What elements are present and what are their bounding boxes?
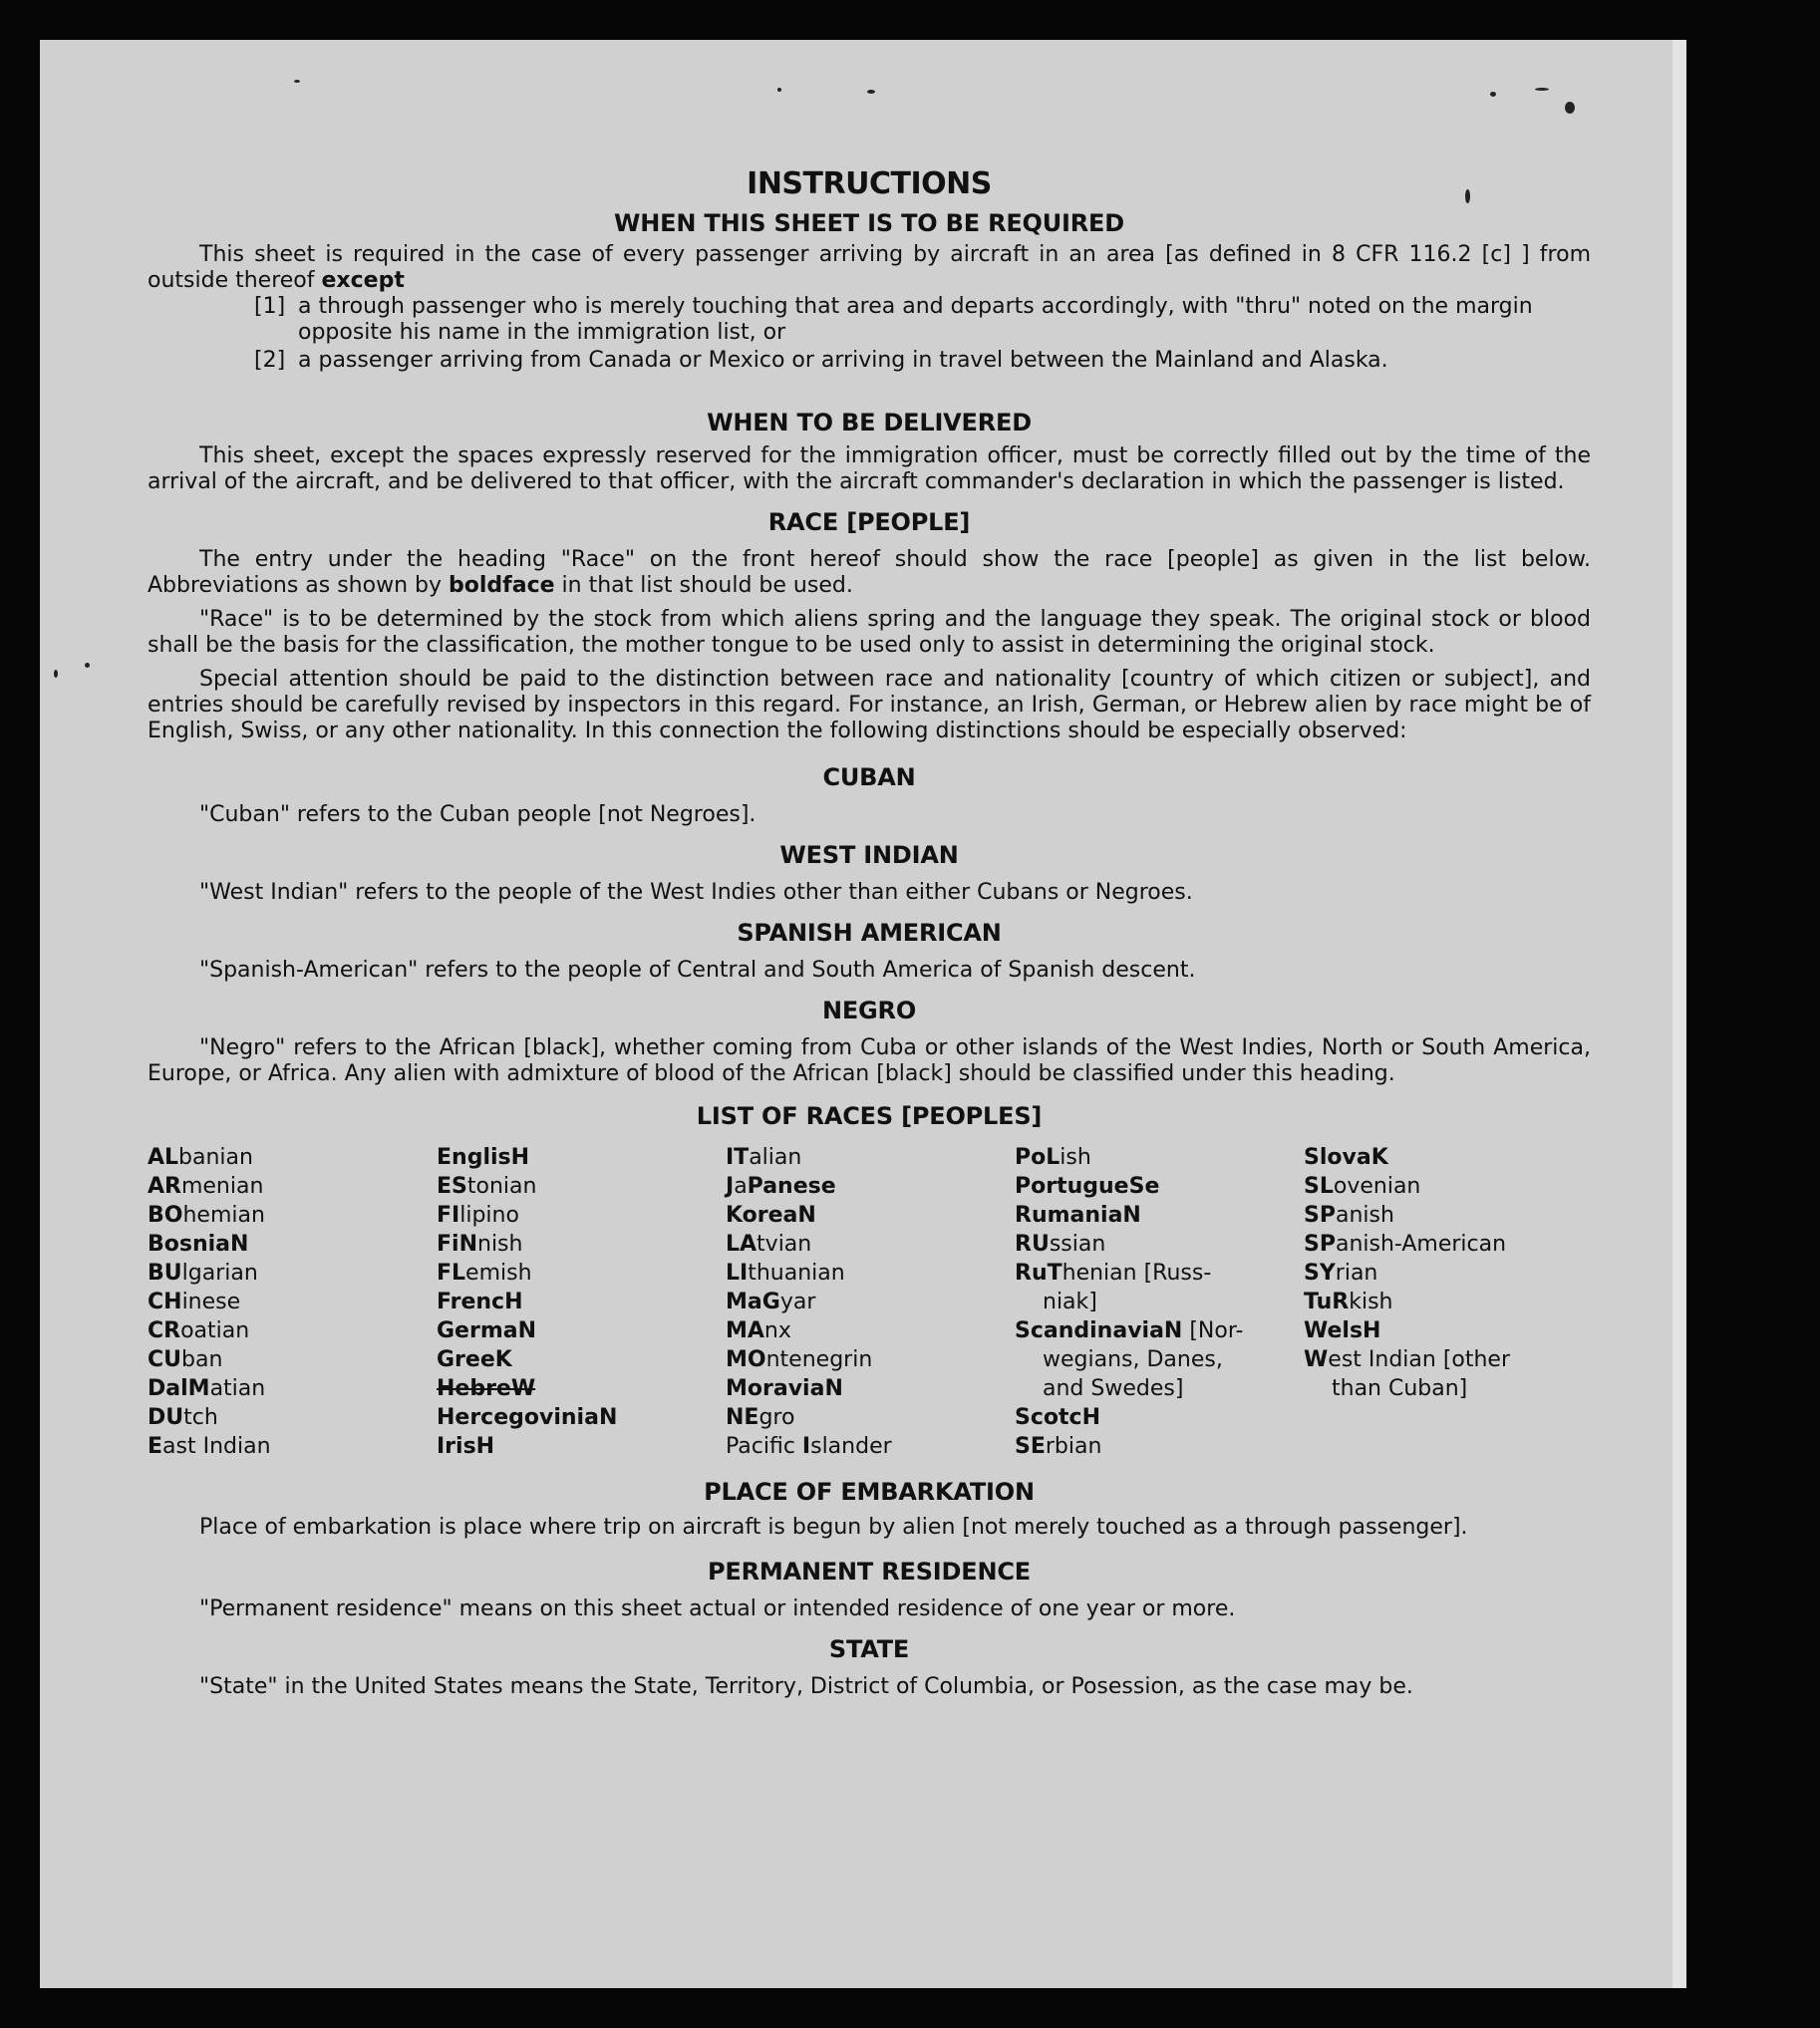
race-entry-part: Korea (726, 1203, 798, 1228)
race-p1-text: The entry under the heading "Race" on the front hereof should show the race [people] as given in the list below. Abbreviations as shown by (148, 547, 1591, 598)
race-entry-part: Hercegovinia (437, 1405, 599, 1430)
race-entry (1015, 1374, 1304, 1403)
race-entry-part: menian (180, 1174, 264, 1199)
scan-speck (294, 80, 300, 83)
race-entry (148, 1316, 437, 1345)
scan-speck (1490, 92, 1496, 97)
race-entry-part: T (1047, 1261, 1062, 1286)
race-entry (1304, 1172, 1591, 1201)
race-entry-part: L (1046, 1145, 1061, 1170)
race-entry-part: FL (437, 1261, 466, 1286)
race-entry (1015, 1403, 1304, 1432)
when-required-heading: WHEN THIS SHEET IS TO BE REQUIRED (614, 209, 1124, 237)
race-entry (1015, 1143, 1304, 1172)
race-entry (148, 1432, 437, 1461)
race-entry-part: N (824, 1376, 843, 1401)
race-entry-part: lipino (459, 1203, 519, 1228)
race-entry (148, 1288, 437, 1316)
race-entry-part: ntenegrin (765, 1347, 873, 1372)
race-entry-part: Fi (437, 1232, 459, 1257)
race-entry-part: RU (1015, 1232, 1050, 1257)
race-entry-part: MA (726, 1318, 764, 1343)
race-entry-part: wegians, Danes, (1043, 1347, 1223, 1372)
races-column (1304, 1143, 1591, 1461)
races-list (148, 1143, 1591, 1461)
race-entry-part: SY (1304, 1261, 1336, 1286)
race-paragraph-2: "Race" is to be determined by the stock from which aliens spring and the language they speak. The original stock or blood shall be the basis for the classification, the mother tongue to be used only to assist in determining the original stock. (148, 607, 1591, 658)
race-entry (1304, 1143, 1591, 1172)
negro-text: "Negro" refers to the African [black], whether coming from Cuba or other islands of the West Indies, North or South America, Europe, or Africa. Any alien with admixture of blood of the African [black] should be classified under this heading. (148, 1035, 1591, 1086)
race-entry-part: Ma (726, 1290, 762, 1314)
race-entry-part: H (1081, 1405, 1100, 1430)
race-entry (1015, 1288, 1304, 1316)
race-entry (437, 1316, 726, 1345)
race-entry (1015, 1316, 1304, 1345)
race-entry-part: a (734, 1174, 748, 1199)
exception-item (254, 294, 1591, 346)
race-entry-part: henian [Russ- (1062, 1261, 1212, 1286)
race-entry-part: N (797, 1203, 816, 1228)
residence-heading: PERMANENT RESIDENCE (708, 1558, 1031, 1586)
embarkation-heading: PLACE OF EMBARKATION (704, 1478, 1035, 1506)
race-entry (148, 1259, 437, 1288)
race-entry-part: Englis (437, 1145, 511, 1170)
race-entry-part: banian (178, 1145, 253, 1170)
race-entry-part: Tu (1304, 1290, 1333, 1314)
race-entry-part: yar (779, 1290, 816, 1314)
spanish-american-text: "Spanish-American" refers to the people of Central and South America of Spanish descent. (199, 958, 1196, 983)
race-entry (1304, 1230, 1591, 1259)
race-entry-part: [Nor- (1182, 1318, 1244, 1343)
exception-text: a passenger arriving from Canada or Mexico or arriving in travel between the Mainland and Alaska. (298, 348, 1388, 373)
exception-list (148, 294, 1591, 374)
race-entry (726, 1403, 1015, 1432)
race-entry-part: Portugue (1015, 1174, 1129, 1199)
race-entry (1015, 1432, 1304, 1461)
race-entry-part: N (458, 1232, 477, 1257)
race-entry-part: rbian (1045, 1434, 1102, 1459)
race-entry-part: W (1304, 1347, 1329, 1372)
state-text: "State" in the United States means the State, Territory, District of Columbia, or Posession, as the case may be. (199, 1674, 1413, 1699)
race-entry-part: CU (148, 1347, 182, 1372)
negro-heading: NEGRO (821, 997, 917, 1024)
race-entry-part: Slova (1304, 1145, 1371, 1170)
scan-speck (54, 670, 58, 678)
race-entry (437, 1259, 726, 1288)
race-entry-part: Pacific (726, 1434, 802, 1459)
race-entry (437, 1288, 726, 1316)
race-entry-part: than Cuban] (1332, 1376, 1468, 1401)
residence-text: "Permanent residence" means on this sheet actual or intended residence of one year or more. (199, 1596, 1236, 1621)
race-entry (1015, 1230, 1304, 1259)
race-entry-part: nx (763, 1318, 791, 1343)
race-entry-part: IT (726, 1145, 750, 1170)
race-entry-part: rian (1335, 1261, 1378, 1286)
race-entry-part: E (148, 1434, 163, 1459)
race-entry-part: HebreW (437, 1376, 536, 1401)
race-entry (726, 1432, 1015, 1461)
scan-speck (85, 663, 90, 668)
scan-speck (1565, 102, 1575, 114)
race-entry (726, 1345, 1015, 1374)
race-entry (148, 1201, 437, 1230)
scan-speck (777, 88, 781, 92)
race-entry-part: Moravia (726, 1376, 825, 1401)
race-entry-part: ovenian (1333, 1174, 1421, 1199)
race-entry-part: FI (437, 1203, 460, 1228)
race-entry-part: NE (726, 1405, 759, 1430)
race-entry-part: K (1370, 1145, 1388, 1170)
race-entry-part: kish (1349, 1290, 1393, 1314)
race-entry-part: Dal (148, 1376, 188, 1401)
race-heading: RACE [PEOPLE] (767, 508, 971, 536)
races-column (148, 1143, 437, 1461)
instructions-content (148, 166, 1591, 1700)
race-entry-part: alian (749, 1145, 802, 1170)
race-entry-part: Scotc (1015, 1405, 1082, 1430)
race-entry-part: SP (1304, 1203, 1336, 1228)
race-entry-part: SE (1015, 1434, 1046, 1459)
race-entry-part: I (801, 1434, 811, 1459)
race-entry (437, 1403, 726, 1432)
race-entry-part: H (504, 1290, 523, 1314)
race-entry (1015, 1259, 1304, 1288)
race-entry (437, 1201, 726, 1230)
race-entry-part: Wels (1304, 1318, 1364, 1343)
race-entry-part: LI (726, 1261, 749, 1286)
scan-speck (1535, 88, 1549, 91)
race-entry-part: est Indian [other (1328, 1347, 1511, 1372)
race-entry-part: N (1163, 1318, 1183, 1343)
race-entry-part: K (494, 1347, 512, 1372)
race-p1-suffix: in that list should be used. (554, 573, 853, 598)
race-entry-part: slander (810, 1434, 892, 1459)
race-paragraph-1 (148, 547, 1591, 599)
race-entry (726, 1288, 1015, 1316)
race-entry-part: Gree (437, 1347, 495, 1372)
race-entry-part: nish (477, 1232, 523, 1257)
race-entry (148, 1172, 437, 1201)
race-entry-part: CH (148, 1290, 182, 1314)
race-entry-part: MO (726, 1347, 766, 1372)
document-page (40, 40, 1686, 1988)
race-entry-part: AL (148, 1145, 179, 1170)
race-entry-part: hemian (182, 1203, 265, 1228)
race-entry (1015, 1172, 1304, 1201)
race-entry (1304, 1259, 1591, 1288)
race-entry-part: emish (465, 1261, 532, 1286)
race-entry (437, 1230, 726, 1259)
race-entry-part: H (475, 1434, 495, 1459)
race-entry-part: SL (1304, 1174, 1334, 1199)
state-heading: STATE (828, 1635, 910, 1663)
race-entry-part: R (1332, 1290, 1350, 1314)
race-entry (1304, 1201, 1591, 1230)
race-entry (148, 1143, 437, 1172)
race-entry-part: LA (726, 1232, 758, 1257)
race-entry-part: Frenc (437, 1290, 505, 1314)
race-entry (726, 1374, 1015, 1403)
race-entry-part: DU (148, 1405, 184, 1430)
intro-emphasis: except (321, 268, 405, 293)
race-entry-part: N (598, 1405, 618, 1430)
race-entry-part: Panese (747, 1174, 836, 1199)
race-entry (148, 1374, 437, 1403)
race-entry-part: ish (1060, 1145, 1091, 1170)
race-entry-part: and Swedes] (1043, 1376, 1184, 1401)
race-entry (148, 1230, 437, 1259)
race-entry-part: ban (181, 1347, 223, 1372)
race-entry-part: Bosnia (148, 1232, 231, 1257)
spanish-american-heading: SPANISH AMERICAN (737, 919, 1002, 947)
embarkation-text: Place of embarkation is place where trip on aircraft is begun by alien [not merely touched as a through passenger]. (199, 1515, 1468, 1540)
race-entry (437, 1143, 726, 1172)
race-entry (1304, 1316, 1591, 1345)
race-entry (437, 1172, 726, 1201)
race-entry (726, 1230, 1015, 1259)
exception-number: [2] (254, 348, 286, 373)
race-entry-part: BO (148, 1203, 183, 1228)
race-entry-part: N (230, 1232, 249, 1257)
exception-item (254, 348, 1591, 374)
race-entry-part: H (1363, 1318, 1381, 1343)
race-entry (1015, 1201, 1304, 1230)
race-entry-part: M (187, 1376, 210, 1401)
race-entry-part: N (517, 1318, 537, 1343)
race-entry-part: BU (148, 1261, 182, 1286)
race-entry-part: H (510, 1145, 530, 1170)
race-entry (437, 1345, 726, 1374)
race-entry (437, 1432, 726, 1461)
page-title: INSTRUCTIONS (747, 166, 992, 201)
race-entry (726, 1316, 1015, 1345)
race-entry-part: inese (181, 1290, 241, 1314)
race-entry-part: lgarian (181, 1261, 258, 1286)
race-entry-part: niak] (1043, 1290, 1097, 1314)
race-entry (148, 1345, 437, 1374)
race-entry-part: oatian (180, 1318, 250, 1343)
race-entry-part: thuanian (748, 1261, 845, 1286)
race-entry (726, 1172, 1015, 1201)
race-entry-part: tonian (466, 1174, 537, 1199)
races-column (1015, 1143, 1304, 1461)
race-entry (437, 1374, 726, 1403)
when-delivered-heading: WHEN TO BE DELIVERED (707, 409, 1032, 436)
race-entry (726, 1201, 1015, 1230)
race-entry-part: gro (758, 1405, 795, 1430)
west-indian-heading: WEST INDIAN (779, 841, 959, 869)
race-entry-part: Germa (437, 1318, 518, 1343)
race-entry-part: ES (437, 1174, 467, 1199)
races-column (437, 1143, 726, 1461)
race-entry-part: anish (1335, 1203, 1394, 1228)
race-entry (1015, 1345, 1304, 1374)
when-required-intro (148, 242, 1591, 294)
race-entry-part: ast Indian (162, 1434, 271, 1459)
race-entry-part: anish-American (1335, 1232, 1507, 1257)
races-column (726, 1143, 1015, 1461)
boldface-word: boldface (449, 573, 555, 598)
race-entry (726, 1143, 1015, 1172)
race-entry (1304, 1374, 1591, 1403)
race-entry (1304, 1345, 1591, 1374)
race-entry-part: atian (209, 1376, 266, 1401)
race-entry-part: CR (148, 1318, 181, 1343)
exception-number: [1] (254, 294, 286, 319)
race-entry-part: G (761, 1290, 780, 1314)
race-entry-part: tvian (757, 1232, 812, 1257)
race-entry-part: N (1122, 1203, 1141, 1228)
race-entry-part: tch (183, 1405, 218, 1430)
race-entry (148, 1403, 437, 1432)
race-entry (726, 1259, 1015, 1288)
when-delivered-text: This sheet, except the spaces expressly reserved for the immigration officer, must be correctly filled out by the time of the arrival of the aircraft, and be delivered to that officer, with the aircraft commander's declaration in which the passenger is listed. (148, 443, 1591, 494)
race-paragraph-3: Special attention should be paid to the distinction between race and nationality [country of which citizen or subject], and entries should be carefully revised by inspectors in this regard. For instance, an Irish, German, or Hebrew alien by race might be of English, Swiss, or any other nationality. In this connection the following distinctions should be especially observed: (148, 667, 1591, 743)
west-indian-text: "West Indian" refers to the people of the West Indies other than either Cubans or Negroes. (199, 880, 1193, 905)
race-entry-part: Se (1128, 1174, 1160, 1199)
race-entry-part: Scandinavia (1015, 1318, 1164, 1343)
list-of-races-heading: LIST OF RACES [PEOPLES] (696, 1102, 1043, 1130)
exception-text: a through passenger who is merely touching that area and departs accordingly, with "thru" noted on the margin opposite his name in the immigration list, or (298, 294, 1533, 345)
race-entry-part: J (726, 1174, 735, 1199)
cuban-heading: CUBAN (822, 763, 916, 791)
cuban-text: "Cuban" refers to the Cuban people [not Negroes]. (199, 802, 757, 827)
race-entry-part: AR (148, 1174, 181, 1199)
intro-text: This sheet is required in the case of every passenger arriving by aircraft in an area [as defined in 8 CFR 116.2 [c] ] from outside thereof (148, 242, 1591, 293)
race-entry (1304, 1288, 1591, 1316)
race-entry-part: Iris (437, 1434, 476, 1459)
race-entry-part: Rumania (1015, 1203, 1123, 1228)
race-entry-part: Po (1015, 1145, 1047, 1170)
race-entry-part: ssian (1049, 1232, 1106, 1257)
scan-speck (867, 90, 875, 94)
race-entry-part: Ru (1015, 1261, 1048, 1286)
race-entry-part: SP (1304, 1232, 1336, 1257)
